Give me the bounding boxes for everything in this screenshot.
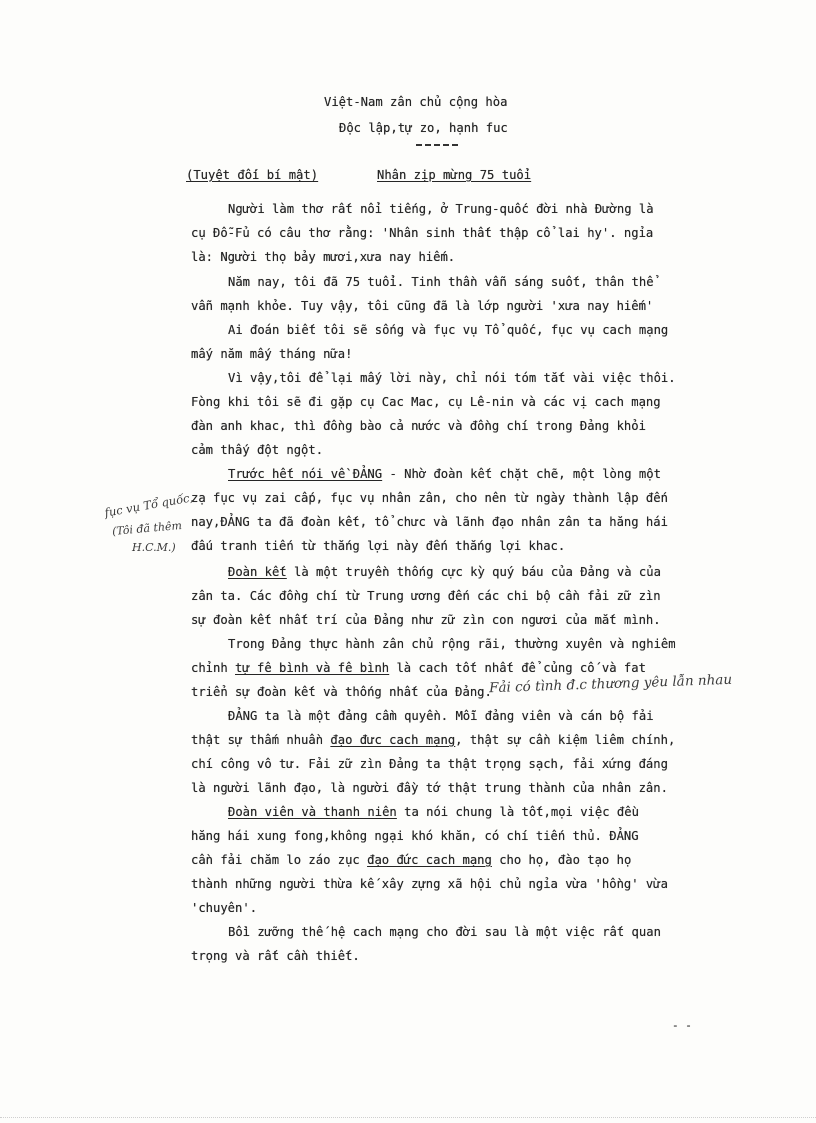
- body-line: trọng và rất cần thiết.: [191, 949, 360, 963]
- body-line: [228, 805, 639, 819]
- margin-note-line-1: fục vụ Tổ quốc,: [103, 490, 195, 520]
- footer-mark: - -: [672, 1019, 692, 1032]
- body-line: hăng hái xung fong,không ngại khó khăn, có chí tiến thủ. ĐẢNG: [191, 829, 639, 843]
- body-line: đấu tranh tiến từ thắng lợi này đến thắng lợi khac.: [191, 539, 566, 553]
- body-line: [191, 661, 646, 675]
- header-rule: [416, 144, 458, 146]
- handwritten-addition: Fải có tình đ.c thương yêu lẫn nhau: [488, 671, 733, 697]
- underlined-phrase: tự fê bình và fê bình: [235, 661, 390, 675]
- body-line-rest: là cach tốt nhất để củng cố và fat: [396, 661, 646, 675]
- body-line: triển sự đoàn kết và thống nhất của Đảng.: [191, 685, 492, 699]
- body-line: Trong Đảng thực hành zân chủ rộng rãi, thường xuyên và nghiêm: [228, 637, 676, 651]
- underlined-phrase: Trước hết nói về ĐẢNG: [228, 467, 383, 481]
- body-line: Vì vậy,tôi để lại mấy lời này, chỉ nói tóm tắt vài việc thôi.: [228, 371, 676, 385]
- header-line-2: Độc lập,tự zo, hạnh fuc: [339, 121, 508, 135]
- body-line: đàn anh khac, thì đồng bào cả nước và đồng chí trong Đảng khỏi: [191, 419, 646, 433]
- secret-label: (Tuyệt đối bí mật): [186, 168, 319, 182]
- body-line: Bồi zưỡng thế hệ cach mạng cho đời sau là một việc rất quan: [228, 925, 661, 939]
- body-line: Ai đoán biết tôi sẽ sống và fục vụ Tổ quốc, fục vụ cach mạng: [228, 323, 669, 337]
- margin-note-line-3: H.C.M.): [132, 541, 176, 554]
- body-line: zạ fục vụ zai cấp, fục vụ nhân zân, cho nên từ ngày thành lập đến: [191, 491, 668, 505]
- body-line-start: thật sự thấm nhuần: [191, 733, 324, 747]
- body-line-rest: ta nói chung là tốt,mọi việc đều: [404, 805, 639, 819]
- document-title: Nhân zịp mừng 75 tuổi: [377, 168, 532, 182]
- body-line: chí công vô tư. Fải zữ zìn Đảng ta thật trọng sạch, fải xứng đáng: [191, 757, 668, 771]
- body-line: Fòng khi tôi sẽ đi gặp cụ Cac Mac, cụ Lê-nin và các vị cach mạng: [191, 395, 661, 409]
- margin-note-line-2: (Tôi đã thêm: [111, 518, 183, 539]
- body-line: mấy năm mấy tháng nữa!: [191, 347, 353, 361]
- body-line: Năm nay, tôi đã 75 tuổi. Tinh thần vẫn sáng suốt, thân thể: [228, 275, 654, 289]
- underlined-phrase: đạo đưc cach mạng: [330, 733, 456, 747]
- underlined-phrase: đạo đức cach mạng: [367, 853, 492, 867]
- body-line-rest: - Nhờ đoàn kết chặt chẽ, một lòng một: [389, 467, 661, 481]
- header-line-1: Việt-Nam zân chủ cộng hòa: [324, 95, 508, 109]
- body-line: [228, 565, 661, 579]
- body-line: cảm thấy đột ngột.: [191, 443, 324, 457]
- body-line: sự đoàn kết nhất trí của Đảng như zữ zìn con ngươi của mắt mình.: [191, 613, 661, 627]
- scan-edge: [0, 1117, 816, 1118]
- body-line: ĐẢNG ta là một đảng cầm quyền. Mỗi đảng viên và cán bộ fải: [228, 709, 654, 723]
- body-line-start: cần fải chăm lo záo zục: [191, 853, 360, 867]
- body-line: nay,ĐẢNG ta đã đoàn kết, tổ chưc và lãnh đạo nhân zân ta hăng hái: [191, 515, 668, 529]
- body-line: là người lãnh đạo, là người đầy tớ thật trung thành của nhân zân.: [191, 781, 668, 795]
- body-line-start: chỉnh: [191, 661, 228, 675]
- underlined-phrase: Đoàn viên và thanh niên: [228, 805, 397, 819]
- body-line: vẫn mạnh khỏe. Tuy vậy, tôi cũng đã là lớp người 'xưa nay hiếm': [191, 299, 654, 313]
- body-line: [228, 467, 661, 481]
- body-line: cụ Đỗ-Fủ có câu thơ rằng: 'Nhân sinh thất thập cổ lai hy'. ngỉa: [191, 226, 654, 240]
- body-line-rest: là một truyền thống cực kỳ quý báu của Đảng và của: [294, 565, 661, 579]
- body-line: zân ta. Các đồng chí từ Trung ương đến các chi bộ cần fải zữ zìn: [191, 589, 661, 603]
- body-line-rest: , thật sự cần kiệm liêm chính,: [455, 733, 676, 747]
- body-line-rest: cho họ, đào tạo họ: [499, 853, 632, 867]
- body-line: thành những người thừa kế xây zựng xã hội chủ ngỉa vừa 'hồng' vừa: [191, 877, 668, 891]
- body-line: 'chuyên'.: [191, 901, 258, 915]
- body-line: [191, 733, 675, 747]
- body-line: [191, 853, 631, 867]
- body-line: là: Người thọ bảy mươi,xưa nay hiếm.: [191, 250, 456, 264]
- body-line: Người làm thơ rất nổi tiếng, ở Trung-quốc đời nhà Đường là: [228, 202, 654, 216]
- underlined-phrase: Đoàn kết: [228, 565, 287, 579]
